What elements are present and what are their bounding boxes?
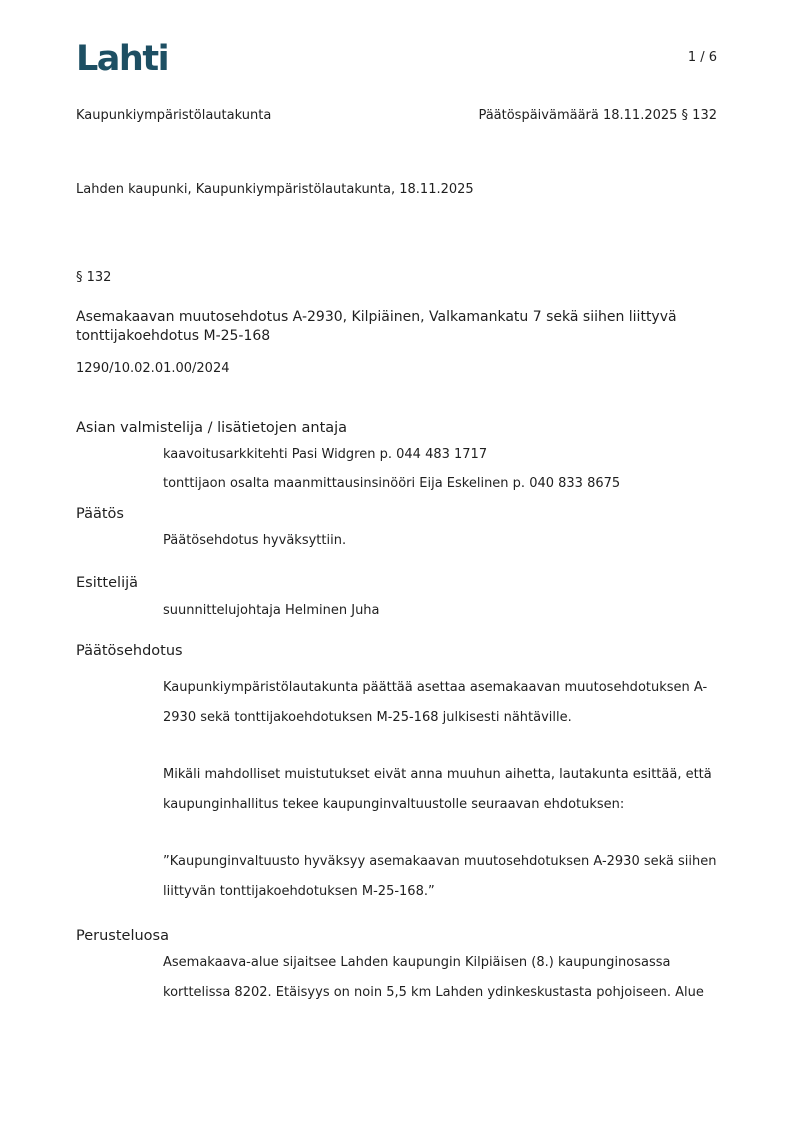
document-title: Asemakaavan muutosehdotus A-2930, Kilpiäinen, Valkamankatu 7 sekä siihen liittyvä tonttijakoehdotus M-25-168 — [76, 309, 677, 344]
page-number: 1 / 6 — [687, 50, 717, 65]
presenter-heading: Esittelijä — [76, 575, 139, 591]
section-number: § 132 — [76, 270, 112, 285]
proposal-paragraph: Mikäli mahdolliset muistutukset eivät anna muuhun aihetta, lautakunta esittää, että kaupunginhallitus tekee kaupunginvaltuustolle seuraavan ehdotuksen: — [163, 767, 712, 812]
decision-text: Päätösehdotus hyväksyttiin. — [163, 533, 347, 548]
lahti-logo: Lahti — [76, 39, 169, 79]
rationale-text: Asemakaava-alue sijaitsee Lahden kaupungin Kilpiäisen (8.) kaupunginosassa korttelissa 8202. Etäisyys on noin 5,5 km Lahden ydinkeskustasta pohjoiseen. Alue — [163, 955, 704, 1000]
rationale-heading: Perusteluosa — [76, 928, 169, 944]
decision-heading: Päätös — [76, 506, 124, 522]
preparer-line: tonttijaon osalta maanmittausinsinööri Eija Eskelinen p. 040 833 8675 — [163, 476, 621, 491]
preparer-line: kaavoitusarkkitehti Pasi Widgren p. 044 483 1717 — [163, 447, 488, 462]
place-line: Lahden kaupunki, Kaupunkiympäristölautakunta, 18.11.2025 — [76, 182, 474, 197]
decision-date-section: Päätöspäivämäärä 18.11.2025 § 132 — [478, 108, 717, 123]
preparer-heading: Asian valmistelija / lisätietojen antaja — [76, 420, 348, 436]
proposal-quote: ”Kaupunginvaltuusto hyväksyy asemakaavan muutosehdotuksen A-2930 sekä siihen liittyvän tonttijakoehdotuksen M-25-168.” — [163, 854, 717, 899]
committee-name: Kaupunkiympäristölautakunta — [76, 108, 272, 123]
presenter-text: suunnittelujohtaja Helminen Juha — [163, 603, 380, 618]
proposal-heading: Päätösehdotus — [76, 643, 183, 659]
proposal-paragraph: Kaupunkiympäristölautakunta päättää asettaa asemakaavan muutosehdotuksen A-2930 sekä tonttijakoehdotuksen M-25-168 julkisesti nähtäville. — [163, 680, 708, 725]
record-id: 1290/10.02.01.00/2024 — [76, 361, 230, 376]
